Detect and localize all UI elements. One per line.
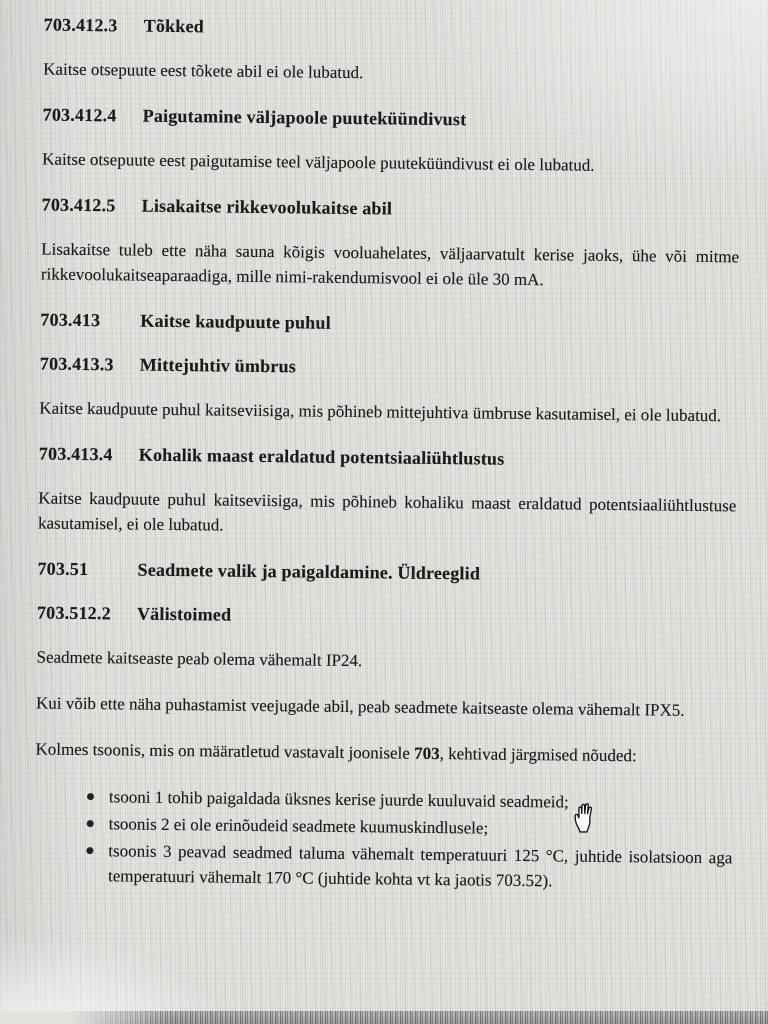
paragraph: Kui võib ette näha puhastamist veejugade abil, peab seadmete kaitseaste olema vähemalt IPX5.	[35, 693, 685, 720]
section-title: Tõkked	[143, 15, 205, 37]
section-title: Seadmete valik ja paigaldamine. Üldreeglid	[137, 559, 481, 584]
paragraph: Kaitse otsepuute eest tõkete abil ei ole lubatud.	[43, 59, 364, 83]
section-number: 703.412.3	[43, 14, 118, 36]
section-number: 703.512.2	[36, 602, 111, 624]
section-title: Lisakaitse rikkevoolukaitse abil	[141, 195, 393, 219]
section-number: 703.413.4	[38, 443, 113, 465]
figure-reference: 703	[414, 743, 440, 764]
paragraph: Kaitse otsepuute eest paigutamise teel väljapoole puuteküündivust ei ole lubatud.	[42, 149, 595, 175]
paragraph-text: , kehtivad järgmised nõuded:	[439, 744, 637, 766]
section-heading-703-413	[40, 309, 738, 338]
section-heading-703-413-4	[39, 443, 737, 472]
section-number: 703.412.4	[42, 104, 117, 126]
list-item: tsoonis 3 peavad seadmed taluma vähemalt temperatuuri 125 °C, juhtide isolatsioon aga temperatuuri vähemalt 170 °C (juhtide kohta vt ka jaotis 703.52).	[86, 838, 733, 895]
section-number: 703.51	[37, 558, 89, 580]
section-number: 703.412.5	[41, 194, 116, 216]
paragraph-text: Kolmes tsoonis, mis on määratletud vastavalt joonisele	[35, 739, 415, 763]
section-number: 703.413.3	[39, 353, 114, 375]
paragraph: Kaitse kaudpuute puhul kaitseviisiga, mis põhineb kohaliku maast eraldatud potentsiaaliühtlustuse kasutamisel, ei ole lubatud.	[37, 488, 737, 535]
paragraph: Kaitse kaudpuute puhul kaitseviisiga, mis põhineb mittejuhtiva ümbruse kasutamisel, ei ole lubatud.	[39, 398, 722, 426]
list-item: tsooni 1 tohib paigaldada üksnes kerise juurde kuuluvaid seadmeid;	[87, 784, 733, 816]
list-item: tsoonis 2 ei ole erinõudeid seadmete kuumuskindlusele;	[87, 811, 733, 843]
section-title: Kaitse kaudpuute puhul	[140, 310, 331, 333]
section-heading-703-412-5	[42, 194, 740, 223]
section-heading-703-413-3	[40, 353, 738, 382]
scan-page-edge	[0, 1011, 768, 1024]
paragraph: Seadmete kaitseaste peab olema vähemalt IP24.	[36, 647, 363, 671]
section-title: Paigutamine väljapoole puuteküündivust	[142, 105, 467, 130]
section-title: Välistoimed	[136, 603, 232, 625]
section-heading-703-51	[37, 558, 735, 587]
section-heading-703-512-2	[37, 602, 735, 631]
section-heading-703-412-4	[43, 104, 741, 133]
paragraph: Lisakaitse tuleb ette näha sauna kõigis vooluahelates, väljaarvatult kerise jaoks, ühe või mitme rikkevoolukaitseaparaadiga, mille nimi-rakendumisvool ei ole üle 30 mA.	[40, 239, 740, 290]
paragraph-zones-intro	[35, 736, 733, 769]
zone-requirements-list	[34, 783, 733, 895]
section-number: 703.413	[40, 309, 101, 331]
section-title: Kohalik maast eraldatud potentsiaaliühtlustus	[138, 444, 505, 469]
section-heading-703-412-3	[44, 14, 742, 43]
section-title: Mittejuhtiv ümbrus	[139, 354, 297, 377]
